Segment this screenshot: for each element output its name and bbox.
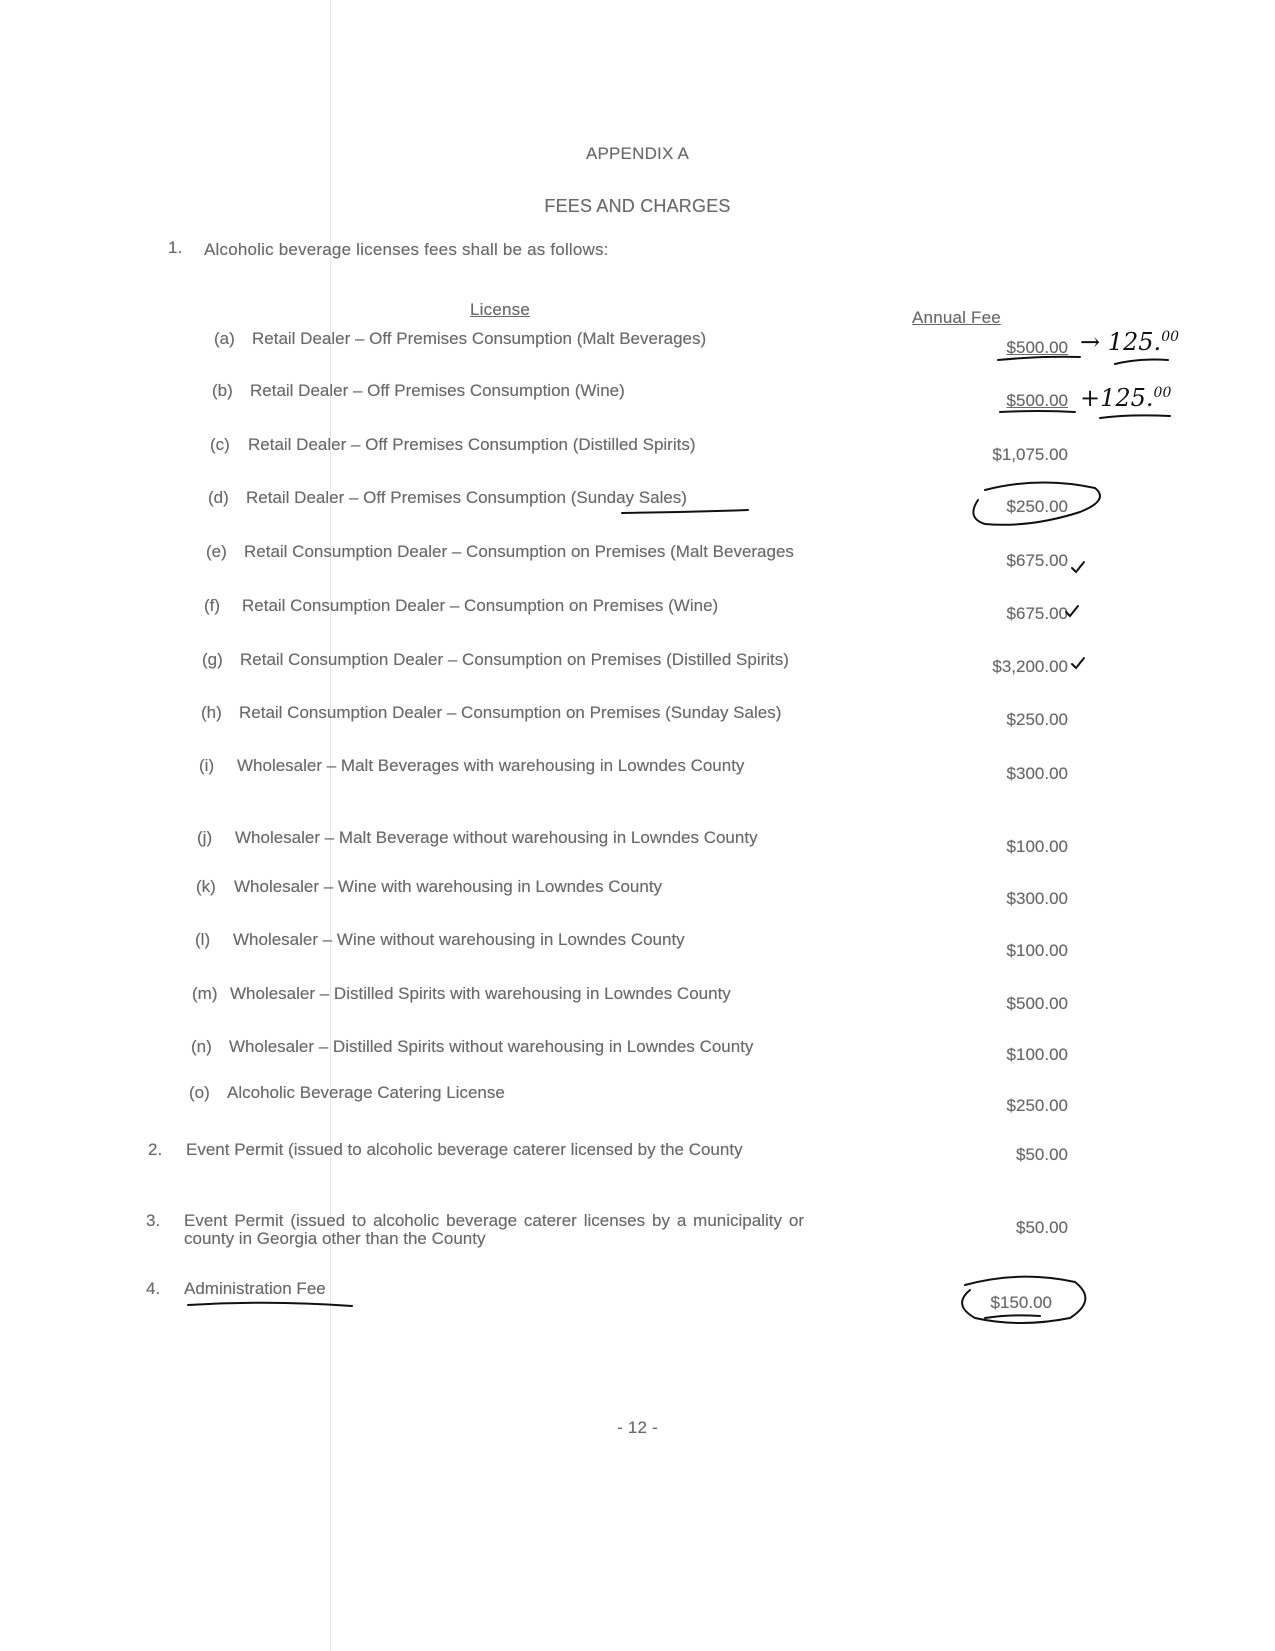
underline-note-a xyxy=(1115,360,1168,365)
underline-note-b xyxy=(1100,415,1170,418)
underline-administration-fee xyxy=(188,1303,352,1306)
item-label: (j) xyxy=(197,828,213,847)
page-number: - 12 - xyxy=(617,1418,658,1437)
item-text: Retail Consumption Dealer – Consumption on Premises (Wine) xyxy=(242,596,719,615)
item-label: (b) xyxy=(212,381,233,400)
item-text-underlined: (Sunday Sales) xyxy=(570,488,687,507)
item-text: Event Permit (issued to alcoholic beverage caterer licenses by a municipality or county in Georgia other than the County xyxy=(184,1211,804,1248)
license-fee-d: $250.00 xyxy=(1006,497,1068,516)
license-fee-g: $3,200.00 xyxy=(992,657,1068,676)
item-label: (n) xyxy=(191,1037,212,1056)
check-mark-e xyxy=(1072,562,1084,572)
underline-sunday-sales xyxy=(622,510,748,513)
license-fee-j: $100.00 xyxy=(1006,837,1068,856)
item-number: 3. xyxy=(146,1211,161,1230)
handwritten-note-a: → 125.00 xyxy=(1080,328,1180,356)
item-number: 2. xyxy=(148,1140,163,1159)
license-fee-c: $1,075.00 xyxy=(992,445,1068,464)
item-label: (h) xyxy=(201,703,222,722)
section-1-number: 1. xyxy=(168,238,183,257)
column-header-license: License xyxy=(470,300,530,319)
item-label: (g) xyxy=(202,650,223,669)
item-text: Event Permit (issued to alcoholic beverage caterer licensed by the County xyxy=(186,1140,743,1159)
license-fee-h: $250.00 xyxy=(1006,710,1068,729)
item-text: Retail Dealer – Off Premises Consumption (Distilled Spirits) xyxy=(248,435,696,454)
column-header-annual-fee: Annual Fee xyxy=(912,308,1001,327)
item-label: (i) xyxy=(199,756,215,775)
item-text: Wholesaler – Wine without warehousing in Lowndes County xyxy=(233,930,685,949)
item-3-fee: $50.00 xyxy=(1016,1218,1068,1237)
item-label: (a) xyxy=(214,329,235,348)
item-label: (o) xyxy=(189,1083,210,1102)
item-text: Wholesaler – Distilled Spirits without warehousing in Lowndes County xyxy=(229,1037,754,1056)
item-text: Wholesaler – Malt Beverage without warehousing in Lowndes County xyxy=(235,828,758,847)
item-text: Retail Dealer – Off Premises Consumption xyxy=(246,488,566,507)
item-text: Retail Consumption Dealer – Consumption on Premises (Sunday Sales) xyxy=(239,703,782,722)
license-fee-f: $675.00 xyxy=(1006,604,1068,623)
item-label: (l) xyxy=(195,930,211,949)
section-1-intro: Alcoholic beverage licenses fees shall be as follows: xyxy=(204,240,609,259)
underline-fee-b xyxy=(1000,411,1075,412)
license-fee-a: $500.00 xyxy=(1006,338,1068,357)
license-fee-m: $500.00 xyxy=(1006,994,1068,1013)
license-fee-o: $250.00 xyxy=(1006,1096,1068,1115)
handwritten-note-b: +125.00 xyxy=(1080,384,1172,412)
license-fee-i: $300.00 xyxy=(1006,764,1068,783)
item-label: (k) xyxy=(196,877,216,896)
item-label: (e) xyxy=(206,542,227,561)
item-2-fee: $50.00 xyxy=(1016,1145,1068,1164)
item-label: (c) xyxy=(210,435,230,454)
item-text: Administration Fee xyxy=(184,1279,326,1298)
item-number: 4. xyxy=(146,1279,161,1298)
check-mark-g xyxy=(1072,658,1084,668)
item-text: Retail Dealer – Off Premises Consumption (Wine) xyxy=(250,381,625,400)
appendix-heading: APPENDIX A xyxy=(585,144,690,163)
license-fee-b: $500.00 xyxy=(1006,391,1068,410)
item-text: Retail Dealer – Off Premises Consumption (Malt Beverages) xyxy=(252,329,707,348)
license-fee-k: $300.00 xyxy=(1006,889,1068,908)
item-label: (m) xyxy=(192,984,218,1003)
underline-fee-4 xyxy=(985,1315,1040,1318)
item-text: Wholesaler – Distilled Spirits with warehousing in Lowndes County xyxy=(230,984,731,1003)
item-text: Alcoholic Beverage Catering License xyxy=(227,1083,505,1102)
license-fee-e: $675.00 xyxy=(1006,551,1068,570)
license-fee-l: $100.00 xyxy=(1006,941,1068,960)
page-title: FEES AND CHARGES xyxy=(544,196,731,216)
item-text: Wholesaler – Malt Beverages with warehousing in Lowndes County xyxy=(237,756,745,775)
item-4-fee: $150.00 xyxy=(990,1293,1052,1312)
item-text: Retail Consumption Dealer – Consumption on Premises (Malt Beverages xyxy=(244,542,794,561)
license-fee-n: $100.00 xyxy=(1006,1045,1068,1064)
item-label: (f) xyxy=(204,596,221,615)
item-text: Wholesaler – Wine with warehousing in Lowndes County xyxy=(234,877,663,896)
item-label: (d) xyxy=(208,488,229,507)
item-text: Retail Consumption Dealer – Consumption on Premises (Distilled Spirits) xyxy=(240,650,789,669)
